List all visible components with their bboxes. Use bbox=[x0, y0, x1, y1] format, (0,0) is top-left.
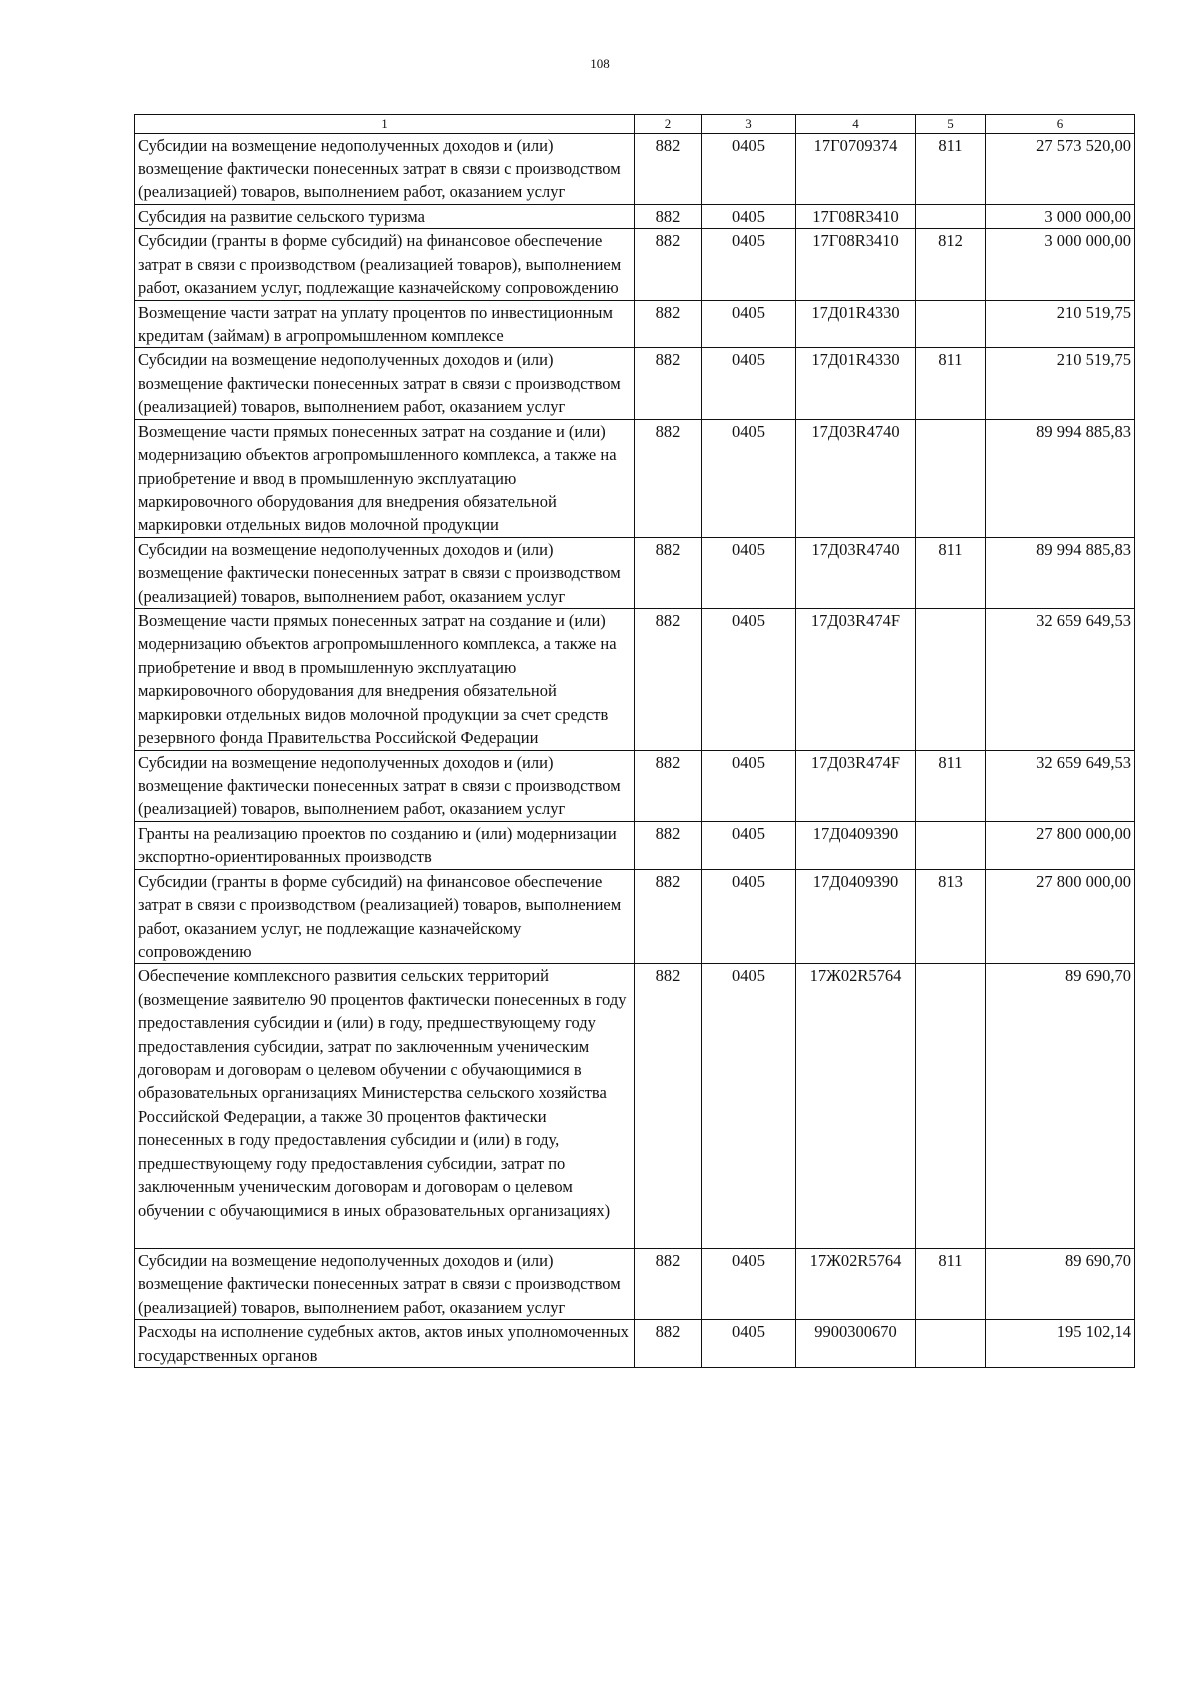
ministry-code: 882 bbox=[635, 964, 702, 1249]
expense-type-code: 811 bbox=[916, 750, 986, 821]
target-article-code: 17Д03R4740 bbox=[796, 419, 916, 537]
row-description: Расходы на исполнение судебных актов, актов иных уполномоченных государственных органов bbox=[135, 1320, 635, 1368]
section-code: 0405 bbox=[702, 1249, 796, 1320]
target-article-code: 17Г08R3410 bbox=[796, 229, 916, 300]
section-code: 0405 bbox=[702, 821, 796, 869]
table-row bbox=[135, 869, 1135, 964]
table-row bbox=[135, 229, 1135, 300]
target-article-code: 17Д03R474F bbox=[796, 609, 916, 751]
row-description: Гранты на реализацию проектов по созданию и (или) модернизации экспортно-ориентированных производств bbox=[135, 821, 635, 869]
section-code: 0405 bbox=[702, 750, 796, 821]
section-code: 0405 bbox=[702, 869, 796, 964]
amount: 32 659 649,53 bbox=[986, 750, 1135, 821]
amount: 210 519,75 bbox=[986, 348, 1135, 419]
ministry-code: 882 bbox=[635, 204, 702, 228]
row-description: Субсидии на возмещение недополученных доходов и (или) возмещение фактически понесенных затрат в связи с производством (реализацией) товаров, выполнением работ, оказанием услуг bbox=[135, 133, 635, 204]
row-description: Обеспечение комплексного развития сельских территорий (возмещение заявителю 90 процентов фактически понесенных в году предоставления субсидии и (или) в году, предшествующему году предоставления субсидии, затрат по заключенным ученическим договорам и договорам о целевом обучении с обучающимися в образовательных организациях Министерства сельского хозяйства Российской Федерации, а также 30 процентов фактически понесенных в году предоставления субсидии и (или) в году, предшествующему году предоставления субсидии, затрат по заключенным ученическим договорам и договорам о целевом обучении с обучающимися в иных образовательных организациях) bbox=[135, 964, 635, 1249]
section-code: 0405 bbox=[702, 1320, 796, 1368]
row-description: Возмещение части прямых понесенных затрат на создание и (или) модернизацию объектов агропромышленного комплекса, а также на приобретение и ввод в промышленную эксплуатацию маркировочного оборудования для внедрения обязательной маркировки отдельных видов молочной продукции bbox=[135, 419, 635, 537]
section-code: 0405 bbox=[702, 419, 796, 537]
target-article-code: 17Г0709374 bbox=[796, 133, 916, 204]
amount: 89 994 885,83 bbox=[986, 537, 1135, 608]
ministry-code: 882 bbox=[635, 537, 702, 608]
column-header: 3 bbox=[702, 115, 796, 134]
row-description: Субсидии (гранты в форме субсидий) на финансовое обеспечение затрат в связи с производством (реализацией товаров), выполнением работ, оказанием услуг, подлежащие казначейскому сопровождению bbox=[135, 229, 635, 300]
amount: 27 800 000,00 bbox=[986, 821, 1135, 869]
target-article-code: 17Д03R4740 bbox=[796, 537, 916, 608]
table-row bbox=[135, 609, 1135, 751]
section-code: 0405 bbox=[702, 348, 796, 419]
table-row bbox=[135, 821, 1135, 869]
page-number: 108 bbox=[590, 56, 610, 71]
column-header: 5 bbox=[916, 115, 986, 134]
target-article-code: 9900300670 bbox=[796, 1320, 916, 1368]
target-article-code: 17Д01R4330 bbox=[796, 300, 916, 348]
expense-type-code bbox=[916, 204, 986, 228]
ministry-code: 882 bbox=[635, 1249, 702, 1320]
column-header: 2 bbox=[635, 115, 702, 134]
table-row bbox=[135, 750, 1135, 821]
table-row bbox=[135, 1320, 1135, 1368]
ministry-code: 882 bbox=[635, 133, 702, 204]
budget-table bbox=[134, 114, 1135, 1368]
section-code: 0405 bbox=[702, 229, 796, 300]
section-code: 0405 bbox=[702, 300, 796, 348]
table-row bbox=[135, 537, 1135, 608]
ministry-code: 882 bbox=[635, 348, 702, 419]
section-code: 0405 bbox=[702, 609, 796, 751]
row-description: Возмещение части прямых понесенных затрат на создание и (или) модернизацию объектов агропромышленного комплекса, а также на приобретение и ввод в промышленную эксплуатацию маркировочного оборудования для внедрения обязательной маркировки отдельных видов молочной продукции за счет средств резервного фонда Правительства Российской Федерации bbox=[135, 609, 635, 751]
table-row bbox=[135, 348, 1135, 419]
table-row bbox=[135, 1249, 1135, 1320]
column-number-row bbox=[135, 115, 1135, 134]
target-article-code: 17Д0409390 bbox=[796, 821, 916, 869]
ministry-code: 882 bbox=[635, 300, 702, 348]
ministry-code: 882 bbox=[635, 750, 702, 821]
expense-type-code: 811 bbox=[916, 1249, 986, 1320]
expense-type-code bbox=[916, 1320, 986, 1368]
expense-type-code: 811 bbox=[916, 348, 986, 419]
target-article-code: 17Д0409390 bbox=[796, 869, 916, 964]
target-article-code: 17Ж02R5764 bbox=[796, 1249, 916, 1320]
ministry-code: 882 bbox=[635, 419, 702, 537]
row-description: Субсидии на возмещение недополученных доходов и (или) возмещение фактически понесенных затрат в связи с производством (реализацией) товаров, выполнением работ, оказанием услуг bbox=[135, 348, 635, 419]
amount: 89 690,70 bbox=[986, 964, 1135, 1249]
amount: 89 994 885,83 bbox=[986, 419, 1135, 537]
row-description: Возмещение части затрат на уплату процентов по инвестиционным кредитам (займам) в агропромышленном комплексе bbox=[135, 300, 635, 348]
amount: 195 102,14 bbox=[986, 1320, 1135, 1368]
target-article-code: 17Д01R4330 bbox=[796, 348, 916, 419]
expense-type-code: 811 bbox=[916, 537, 986, 608]
row-description: Субсидии на возмещение недополученных доходов и (или) возмещение фактически понесенных затрат в связи с производством (реализацией) товаров, выполнением работ, оказанием услуг bbox=[135, 1249, 635, 1320]
expense-type-code bbox=[916, 419, 986, 537]
row-description: Субсидия на развитие сельского туризма bbox=[135, 204, 635, 228]
amount: 3 000 000,00 bbox=[986, 204, 1135, 228]
table-row bbox=[135, 419, 1135, 537]
column-header: 6 bbox=[986, 115, 1135, 134]
section-code: 0405 bbox=[702, 133, 796, 204]
ministry-code: 882 bbox=[635, 609, 702, 751]
amount: 3 000 000,00 bbox=[986, 229, 1135, 300]
row-description: Субсидии на возмещение недополученных доходов и (или) возмещение фактически понесенных затрат в связи с производством (реализацией) товаров, выполнением работ, оказанием услуг bbox=[135, 750, 635, 821]
target-article-code: 17Г08R3410 bbox=[796, 204, 916, 228]
amount: 32 659 649,53 bbox=[986, 609, 1135, 751]
amount: 89 690,70 bbox=[986, 1249, 1135, 1320]
amount: 210 519,75 bbox=[986, 300, 1135, 348]
expense-type-code bbox=[916, 821, 986, 869]
amount: 27 573 520,00 bbox=[986, 133, 1135, 204]
column-header: 1 bbox=[135, 115, 635, 134]
section-code: 0405 bbox=[702, 204, 796, 228]
row-description: Субсидии (гранты в форме субсидий) на финансовое обеспечение затрат в связи с производством (реализацией) товаров, выполнением работ, оказанием услуг, не подлежащие казначейскому сопровождению bbox=[135, 869, 635, 964]
section-code: 0405 bbox=[702, 964, 796, 1249]
ministry-code: 882 bbox=[635, 821, 702, 869]
target-article-code: 17Д03R474F bbox=[796, 750, 916, 821]
ministry-code: 882 bbox=[635, 229, 702, 300]
table-row bbox=[135, 204, 1135, 228]
table-row bbox=[135, 964, 1135, 1249]
section-code: 0405 bbox=[702, 537, 796, 608]
expense-type-code bbox=[916, 964, 986, 1249]
target-article-code: 17Ж02R5764 bbox=[796, 964, 916, 1249]
expense-type-code bbox=[916, 300, 986, 348]
ministry-code: 882 bbox=[635, 869, 702, 964]
row-description: Субсидии на возмещение недополученных доходов и (или) возмещение фактически понесенных затрат в связи с производством (реализацией) товаров, выполнением работ, оказанием услуг bbox=[135, 537, 635, 608]
expense-type-code: 813 bbox=[916, 869, 986, 964]
expense-type-code: 812 bbox=[916, 229, 986, 300]
expense-type-code: 811 bbox=[916, 133, 986, 204]
amount: 27 800 000,00 bbox=[986, 869, 1135, 964]
table-row bbox=[135, 300, 1135, 348]
column-header: 4 bbox=[796, 115, 916, 134]
ministry-code: 882 bbox=[635, 1320, 702, 1368]
expense-type-code bbox=[916, 609, 986, 751]
table-row bbox=[135, 133, 1135, 204]
